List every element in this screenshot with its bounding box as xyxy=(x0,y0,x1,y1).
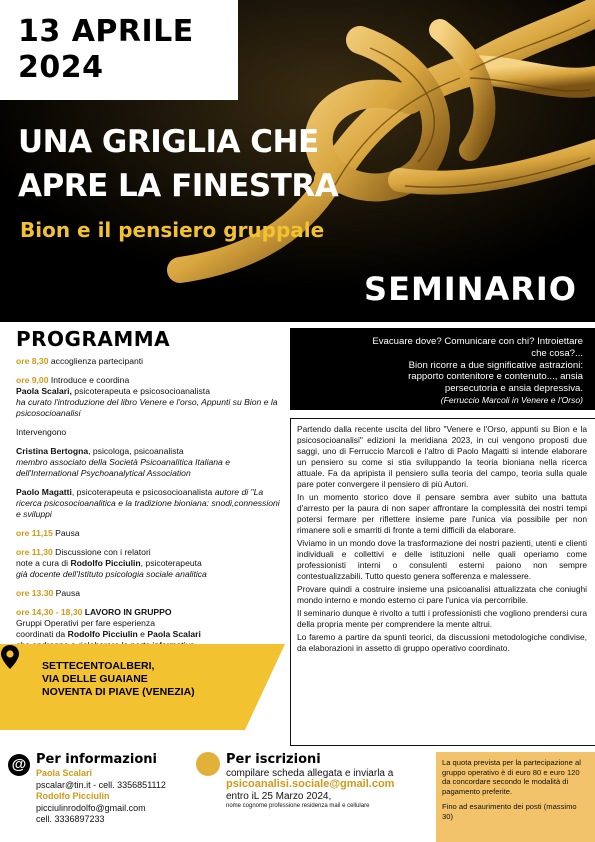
location-line-1: SETTECENTOALBERI, xyxy=(42,660,155,672)
speaker-note: ha curato l'introduzione del libro Venere e l'orso, Appunti su Bion e la psicosocioanalisi xyxy=(16,397,278,418)
speaker-note: già docente dell'Istituto psicologia sociale analitica xyxy=(16,569,207,579)
description-box xyxy=(290,418,595,746)
program-text: coordinati da xyxy=(16,629,68,639)
page-title xyxy=(18,120,338,208)
speaker-role: , psicologa, psicoanalista xyxy=(88,446,184,456)
speaker-name: Rodolfo Picciulin xyxy=(67,629,138,639)
program-text: Introduce e coordina xyxy=(48,375,130,385)
fee-box xyxy=(436,752,595,842)
program-item xyxy=(16,547,281,580)
registration-heading: Per iscrizioni xyxy=(226,752,321,767)
quote-author: (Ferruccio Marcoli in Venere e l'Orso) xyxy=(440,394,583,405)
description-paragraph: Lo faremo a partire da spunti teorici, da discussioni metodologiche condivise, da elaborazioni in assetto di gruppo operativo coordinato. xyxy=(297,632,587,653)
description-paragraph: Il seminario dunque è rivolto a tutti i professionisti che vogliono prendersi cura della propria mente per comprendere la mente altrui. xyxy=(297,608,587,629)
event-date xyxy=(0,0,238,100)
date-day-month: 13 APRILE xyxy=(18,14,194,49)
registration-text: compilare scheda allegata e inviarla a xyxy=(226,768,394,779)
contact-name: Paola Scalari xyxy=(36,768,93,778)
speaker-role: , psicoterapeuta e psicosocioanalista xyxy=(71,487,215,497)
speaker-name: Paola Scalari xyxy=(147,629,201,639)
registration-dot-icon xyxy=(196,752,220,776)
program-time: ore 9,00 xyxy=(16,375,49,385)
description-paragraph: Viviamo in un mondo dove la trasformazione dei nostri pazienti, utenti e clienti individuali e collettivi e delle istituzioni nelle quali operiamo come professionisti interni o consulenti esterni paiono non sempre contestualizzabili. Tutto questo genera sofferenza e malessere. xyxy=(297,538,587,581)
registration-deadline: entro iL 25 Marzo 2024, xyxy=(226,790,332,802)
contact-phone[interactable]: cell. 3336897233 xyxy=(36,814,105,825)
description-paragraph: Partendo dalla recente uscita del libro "Venere e l'Orso, appunti su Bion e la psicosocioanalisi" edizioni la meridiana 2023, in cui vengono proposti due saggi, uno di Ferruccio Marcoli e l'altro di Paolo Magatti si intende elaborare un pensiero su come si stia sviluppando la teoria bioniana nella ricerca attuale. Fa da apripista il pensiero sulla teoria del campo, teoria sulla quale pare poter convergere il pensiero di più Autori. xyxy=(297,424,587,489)
speaker-note: autore di "La ricerca psicosocioanalitica e la tradizione bioniana: snodi,connessioni e sviluppi xyxy=(16,487,280,519)
program-text: note a cura di xyxy=(16,558,71,568)
quote-line: rapporto contenitore e contenuto..., ansia xyxy=(408,371,583,383)
fee-text: La quota prevista per la partecipazione al gruppo operativo è di euro 80 e euro 120 da concordare secondo le modalità di pagamento preferite. xyxy=(442,758,581,796)
location-line-2: VIA DELLE GUAIANE xyxy=(42,673,148,685)
info-heading: Per informazioni xyxy=(36,752,157,767)
location-line-3: NOVENTA DI PIAVE (VENEZIA) xyxy=(42,686,195,698)
quote-line: Bion ricorre a due significative astrazioni: xyxy=(408,359,583,371)
program-text: LAVORO IN GRUPPO xyxy=(82,607,172,617)
program-item xyxy=(16,375,281,419)
program-time: ore 14,30 - 18,30 xyxy=(16,607,83,617)
program-list xyxy=(16,356,281,659)
program-subheading: Intervengono xyxy=(16,427,67,437)
program-time: ore 11,30 xyxy=(16,547,53,557)
speaker-name: Cristina Bertogna xyxy=(16,446,89,456)
quote-line: Evacuare dove? Comunicare con chi? Introiettare xyxy=(372,336,583,347)
info-section xyxy=(36,752,166,826)
location-address xyxy=(42,660,195,699)
registration-fields-note: nome cognome professione residenza mail e cellulare xyxy=(226,803,370,810)
registration-section xyxy=(226,752,394,810)
program-item xyxy=(16,487,281,520)
speaker-name: Paolo Magatti xyxy=(16,487,72,497)
description-paragraph: Provare quindi a costruire insieme una psicoanalisi attualizzata che coniughi mondo interno e mondo esterno ci pare l'unica via percorribile. xyxy=(297,584,587,605)
speaker-name: Paola Scalari, xyxy=(16,386,72,396)
program-text: Pausa xyxy=(53,588,81,598)
program-heading: PROGRAMMA xyxy=(16,327,171,351)
map-pin-icon xyxy=(0,644,20,670)
program-time: ore 13.30 xyxy=(16,588,54,598)
program-time: ore 8,30 xyxy=(16,356,49,366)
quote-box xyxy=(290,328,595,410)
program-item xyxy=(16,356,281,367)
program-text: e xyxy=(137,629,148,639)
at-sign-icon: @ xyxy=(8,754,30,776)
speaker-role: psicoterapeuta e psicosocioanalista xyxy=(71,386,210,396)
contact-name: Rodolfo Picciulin xyxy=(36,791,110,802)
registration-email-link[interactable]: psicoanalisi.sociale@gmail.com xyxy=(226,778,395,791)
description-paragraph: In un momento storico dove il pensare sembra aver subito una battuta d'arresto per la paura di non saper affrontare la complessità dei nostri tempi potersi fermare per riflettere insieme pare l'unica via possibile per non rimanere soli e smarriti di fronte a temi difficili da elaborare. xyxy=(297,492,587,535)
contact-email[interactable]: picciulinrodolfo@gmail.com xyxy=(36,802,146,813)
program-text: Discussione con i relatori xyxy=(52,547,151,557)
location-banner xyxy=(0,644,285,730)
speaker-role: , psicoterapeuta xyxy=(140,558,202,568)
date-year: 2024 xyxy=(18,50,104,85)
program-text: Gruppi Operativi per fare esperienza xyxy=(16,618,156,628)
contact-details[interactable]: pscalar@tin.it - cell. 3356851112 xyxy=(36,779,166,790)
title-line-1: UNA GRIGLIA CHE xyxy=(18,124,319,160)
program-time: ore 11,15 xyxy=(16,528,53,538)
quote-line: persecutoria e ansia depressiva. xyxy=(444,383,583,395)
program-item xyxy=(16,588,281,599)
hero-banner xyxy=(0,0,595,322)
fee-availability: Fino ad esaurimento dei posti (massimo 30) xyxy=(442,802,577,821)
speaker-note: membro associato della Società Psicoanalitica Italiana e dell'International Psychoanalytical Association xyxy=(16,457,231,478)
speaker-name: Rodolfo Picciulin xyxy=(70,558,141,568)
program-text: Pausa xyxy=(52,528,80,538)
program-text: accoglienza partecipanti xyxy=(48,356,144,366)
program-item xyxy=(16,446,281,479)
page-subtitle: Bion e il pensiero gruppale xyxy=(20,218,325,242)
event-type-label: SEMINARIO xyxy=(364,270,577,308)
quote-line: che cosa?... xyxy=(531,347,583,359)
title-line-2: APRE LA FINESTRA xyxy=(18,168,339,204)
program-item xyxy=(16,528,281,539)
